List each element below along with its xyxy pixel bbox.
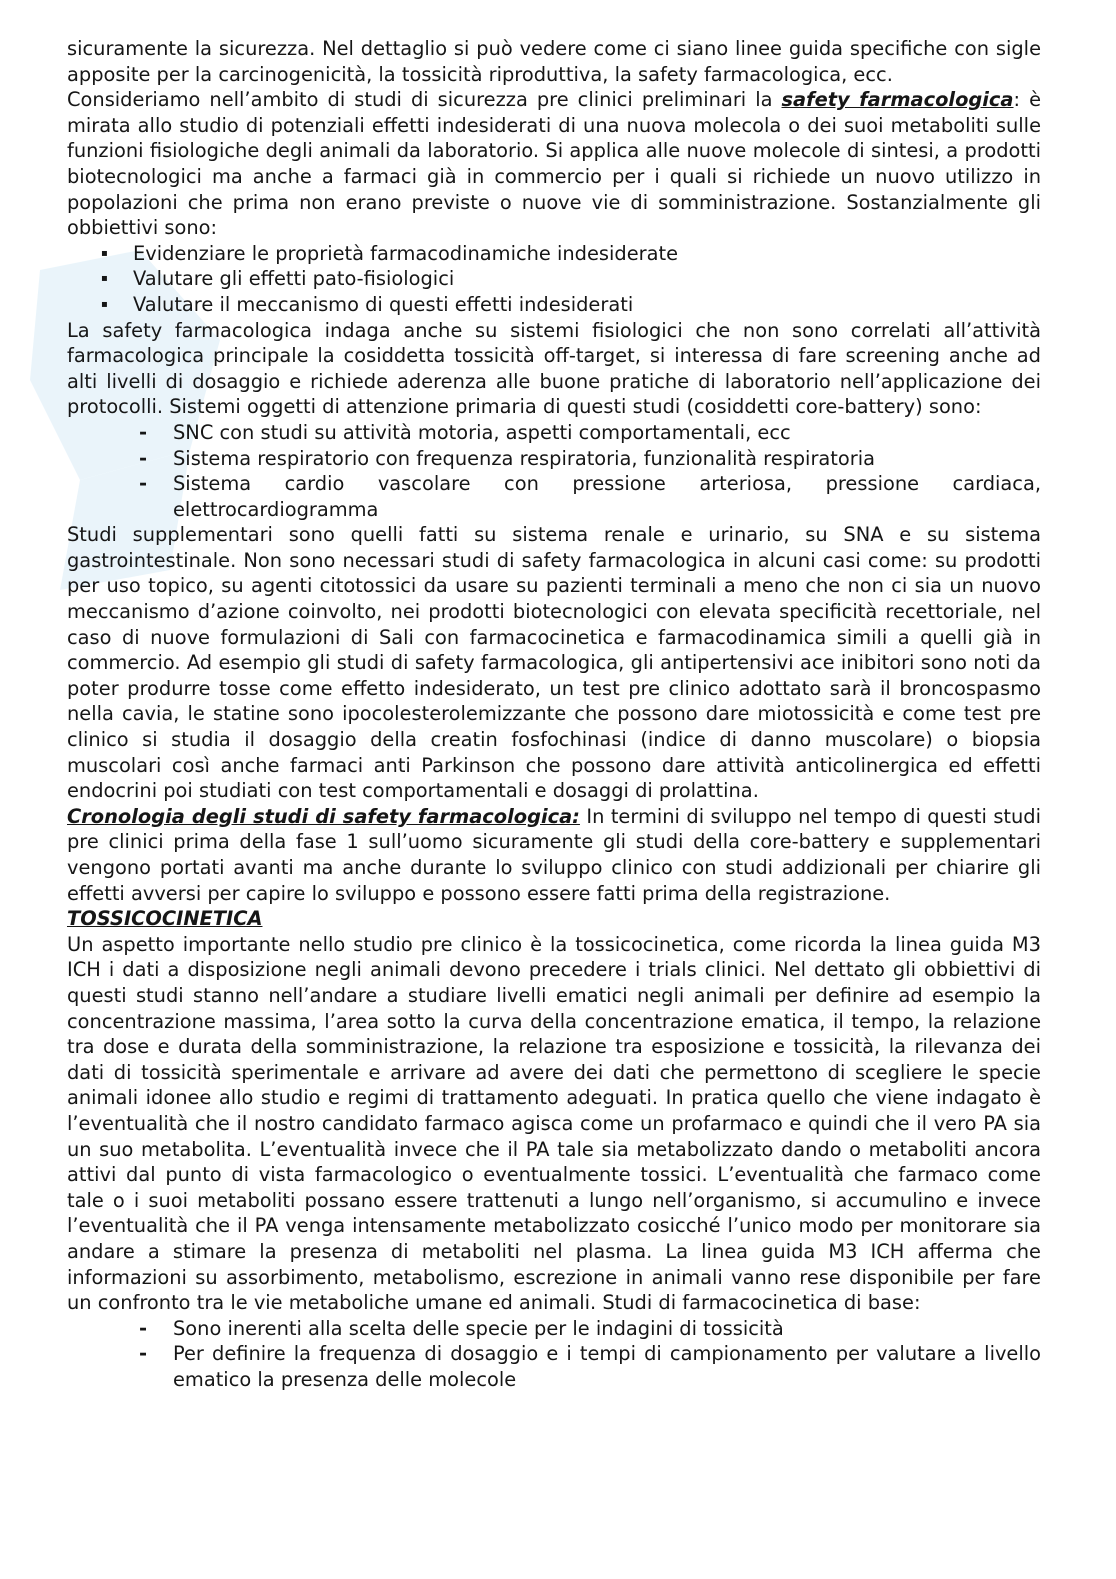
text-segment: In termini di sviluppo nel tempo di questi studi pre clinici prima della fase 1 sull’uomo sicuramente gli studi della core-battery e supplementari vengono portati avanti ma anche durante lo sviluppo clinico con studi addizionali per chiarire gli effetti avversi per capire lo sviluppo e possono essere fatti prima della registrazione. — [67, 804, 1042, 905]
dash-bullet-icon: - — [139, 1316, 148, 1340]
paragraph-intro: sicuramente la sicurezza. Nel dettaglio si può vedere come ci siano linee guida specifiche con sigle apposite per la carcinogenicità, la tossicità riproduttiva, la safety farmacologica, ecc. — [67, 37, 1041, 86]
list-item: - SNC con studi su attività motoria, aspetti comportamentali, ecc — [139, 420, 791, 444]
square-bullet-icon: ▪ — [101, 247, 108, 259]
dash-bullet-icon: - — [139, 1342, 148, 1366]
square-bullet-icon: ▪ — [101, 298, 108, 310]
square-bullet-icon: ▪ — [101, 273, 108, 285]
list-item: - Sistema cardio vascolare con pressione arteriosa, pressione cardiaca, elettrocardiogramma — [139, 472, 1041, 521]
core-battery-list — [67, 420, 1041, 522]
pk-studies-list — [67, 1316, 1041, 1393]
list-item: - Sono inerenti alla scelta delle specie per le indagini di tossicità — [139, 1316, 784, 1340]
objectives-list — [67, 241, 1041, 318]
text-segment: Consideriamo nell’ambito di studi di sicurezza pre clinici preliminari la — [67, 88, 782, 112]
list-item: - Sistema respiratorio con frequenza respiratoria, funzionalità respiratoria — [139, 446, 876, 470]
list-item: ▪ Valutare il meccanismo di questi effetti indesiderati — [101, 292, 634, 316]
paragraph-supplementary-studies: Studi supplementari sono quelli fatti su sistema renale e urinario, su SNA e su sistema gastrointestinale. Non sono necessari studi di safety farmacologica in alcuni casi come: su prodotti per uso topico, su agenti citotossici da usare su pazienti terminali a meno che non ci sia un nuovo meccanismo d’azione coinvolto, nei prodotti biotecnologici con elevata specificità recettoriale, nel caso di nuove formulazioni di Sali con farmacocinetica e farmacodinamica simili a quelli già in commercio. Ad esempio gli studi di safety farmacologica, gli antipertensivi ace inibitori sono noti da poter produrre tosse come effetto indesiderato, un test pre clinico adottato sarà il broncospasmo nella cavia, le statine sono ipocolesterolemizzante che possono dare miotossicità e come test pre clinico si studia il dosaggio della creatin fosfochinasi (indice di danno muscolare) o biopsia muscolari così anche farmaci anti Parkinson che possono dare attività anticolinergica ed effetti endocrini poi studiati con test comportamentali e dosaggi di prolattina. — [67, 523, 1041, 803]
paragraph-safety-definition — [67, 87, 1041, 241]
document-page — [67, 36, 1041, 1392]
list-item: - Per definire la frequenza di dosaggio e i tempi di campionamento per valutare a livello ematico la presenza delle molecole — [139, 1342, 1041, 1391]
dash-bullet-icon: - — [139, 446, 148, 470]
term-cronologia: Cronologia degli studi di safety farmacologica: — [67, 804, 580, 828]
text-segment: : è mirata allo studio di potenziali effetti indesiderati di una nuova molecola o dei suoi metaboliti sulle funzioni fisiologiche degli animali da laboratorio. Si applica alle nuove molecole di sintesi, a prodotti biotecnologici ma anche a farmaci già in commercio per i quali si richiede un nuovo utilizzo in popolazioni che prima non erano previste o nuove vie di somministrazione. Sostanzialmente gli obbiettivi sono: — [67, 88, 1041, 240]
term-safety-farmacologica: safety farmacologica — [781, 88, 1014, 112]
paragraph-off-target: La safety farmacologica indaga anche su sistemi fisiologici che non sono correlati all’attività farmacologica principale la cosiddetta tossicità off-target, si interessa di fare screening anche ad alti livelli di dosaggio e richiede aderenza alle buone pratiche di laboratorio nell’applicazione dei protocolli. Sistemi oggetti di attenzione primaria di questi studi (cosiddetti core-battery) sono: — [67, 318, 1041, 419]
dash-bullet-icon: - — [139, 472, 148, 496]
dash-bullet-icon: - — [139, 420, 148, 444]
paragraph-tossicocinetica: Un aspetto importante nello studio pre clinico è la tossicocinetica, come ricorda la linea guida M3 ICH i dati a disposizione negli animali devono precedere i trials clinici. Nel dettato gli obbiettivi di questi studi stanno nell’andare a studiare livelli ematici negli animali per definire ad esempio la concentrazione massima, l’area sotto la curva della concentrazione ematica, il tempo, la relazione tra dose e durata della somministrazione, la relazione tra esposizione e tossicità, la rilevanza dei dati di tossicità sperimentale e arrivare ad avere dei dati che permettono di scegliere le specie animali idonee allo studio e regimi di trattamento adeguati. In pratica quello che viene indagato è l’eventualità che il nostro candidato farmaco agisca come un profarmaco e quindi che il vero PA sia un suo metabolita. L’eventualità invece che il PA tale sia metabolizzato dando o metaboliti ancora attivi dal punto di vista farmacologico o eventualmente tossici. L’eventualità che farmaco come tale o i suoi metaboliti possano essere trattenuti a lungo nell’organismo, si accumulino e invece l’eventualità che il PA venga intensamente metabolizzato cosicché l’unico modo per monitorare sia andare a stimare la presenza di metaboliti nel plasma. La linea guida M3 ICH afferma che informazioni su assorbimento, metabolismo, escrezione in animali vanno rese disponibile per fare un confronto tra le vie metaboliche umane ed animali. Studi di farmacocinetica di base: — [67, 932, 1041, 1315]
heading-tossicocinetica: TOSSICOCINETICA — [67, 907, 263, 931]
list-item: ▪ Valutare gli effetti pato-fisiologici — [101, 267, 455, 291]
list-item: ▪ Evidenziare le proprietà farmacodinamiche indesiderate — [101, 241, 679, 265]
paragraph-cronologia — [67, 804, 1041, 906]
